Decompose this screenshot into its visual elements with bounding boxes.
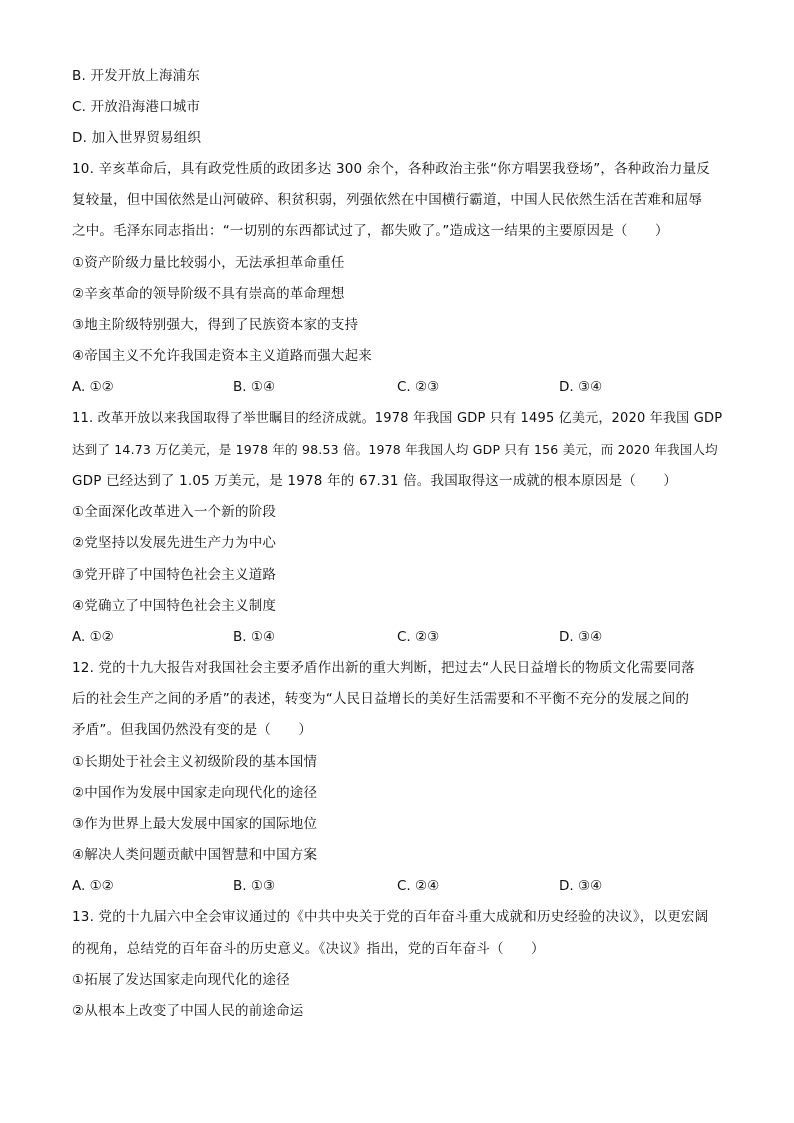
q12-choices	[72, 876, 732, 896]
q9-option-b: B. 开发开放上海浦东	[72, 68, 201, 84]
q9-option-d: D. 加入世界贸易组织	[72, 130, 202, 146]
q12-choice-a[interactable]: A. ①②	[72, 878, 114, 894]
q11-choices	[72, 627, 732, 647]
q13-item-1: ①拓展了发达国家走向现代化的途径	[72, 972, 290, 988]
q12-choice-d[interactable]: D. ③④	[559, 878, 603, 894]
q10-stem-line: 10. 辛亥革命后，具有政党性质的政团多达 300 余个，各种政治主张“你方唱罢我登场”，各种政治力量反	[72, 161, 710, 177]
q12-item-4: ④解决人类问题贡献中国智慧和中国方案	[72, 847, 318, 863]
q10-item-1: ①资产阶级力量比较弱小，无法承担革命重任	[72, 255, 345, 271]
q11-choice-c[interactable]: C. ②③	[397, 629, 440, 645]
q10-item-4: ④帝国主义不允许我国走资本主义道路而强大起来	[72, 348, 373, 364]
q13-stem-line: 的视角，总结党的百年奋斗的历史意义。《决议》指出，党的百年奋斗（ ）	[72, 941, 545, 957]
q11-stem-line: 达到了 14.73 万亿美元，是 1978 年的 98.53 倍。1978 年我国人均 GDP 只有 156 美元，而 2020 年我国人均	[72, 442, 718, 457]
q10-item-2: ②辛亥革命的领导阶级不具有崇高的革命理想	[72, 286, 345, 302]
q10-choice-c[interactable]: C. ②③	[397, 379, 440, 395]
q12-stem-line: 12. 党的十九大报告对我国社会主要矛盾作出新的重大判断，把过去“人民日益增长的物质文化需要同落	[72, 660, 695, 676]
q10-stem-line: 复较量，但中国依然是山河破碎、积贫积弱，列强依然在中国横行霸道，中国人民依然生活在苦难和屈辱	[72, 192, 703, 208]
q12-stem-line: 后的社会生产之间的矛盾”的表述，转变为“人民日益增长的美好生活需要和不平衡不充分的发展之间的	[72, 691, 690, 707]
q12-item-3: ③作为世界上最大发展中国家的国际地位	[72, 816, 318, 832]
q12-item-1: ①长期处于社会主义初级阶段的基本国情	[72, 754, 318, 770]
q11-stem-line: 11. 改革开放以来我国取得了举世瞩目的经济成就。1978 年我国 GDP 只有 1495 亿美元，2020 年我国 GDP	[72, 411, 723, 426]
q11-item-2: ②党坚持以发展先进生产力为中心	[72, 535, 277, 551]
q9-option-c: C. 开放沿海港口城市	[72, 99, 201, 115]
q11-stem-line: GDP 已经达到了 1.05 万美元，是 1978 年的 67.31 倍。我国取得这一成就的根本原因是（ ）	[72, 473, 678, 489]
q10-item-3: ③地主阶级特别强大，得到了民族资本家的支持	[72, 317, 359, 333]
q10-choice-a[interactable]: A. ①②	[72, 379, 114, 395]
q10-choice-d[interactable]: D. ③④	[559, 379, 603, 395]
q10-choices	[72, 377, 732, 397]
q12-item-2: ②中国作为发展中国家走向现代化的途径	[72, 785, 318, 801]
q12-choice-b[interactable]: B. ①③	[233, 878, 276, 894]
q10-stem-line: 之中。毛泽东同志指出：“一切别的东西都试过了，都失败了。”造成这一结果的主要原因是（ ）	[72, 223, 669, 239]
q13-stem-line: 13. 党的十九届六中全会审议通过的《中共中央关于党的百年奋斗重大成就和历史经验的决议》，以更宏阔	[72, 909, 709, 925]
q11-choice-b[interactable]: B. ①④	[233, 629, 276, 645]
q11-choice-a[interactable]: A. ①②	[72, 629, 114, 645]
q12-choice-c[interactable]: C. ②④	[397, 878, 440, 894]
q10-choice-b[interactable]: B. ①④	[233, 379, 276, 395]
q11-item-1: ①全面深化改革进入一个新的阶段	[72, 504, 277, 520]
q11-choice-d[interactable]: D. ③④	[559, 629, 603, 645]
q11-item-4: ④党确立了中国特色社会主义制度	[72, 598, 277, 614]
q13-item-2: ②从根本上改变了中国人民的前途命运	[72, 1003, 304, 1019]
q11-item-3: ③党开辟了中国特色社会主义道路	[72, 567, 277, 583]
q12-stem-line: 矛盾”。但我国仍然没有变的是（ ）	[72, 722, 313, 738]
